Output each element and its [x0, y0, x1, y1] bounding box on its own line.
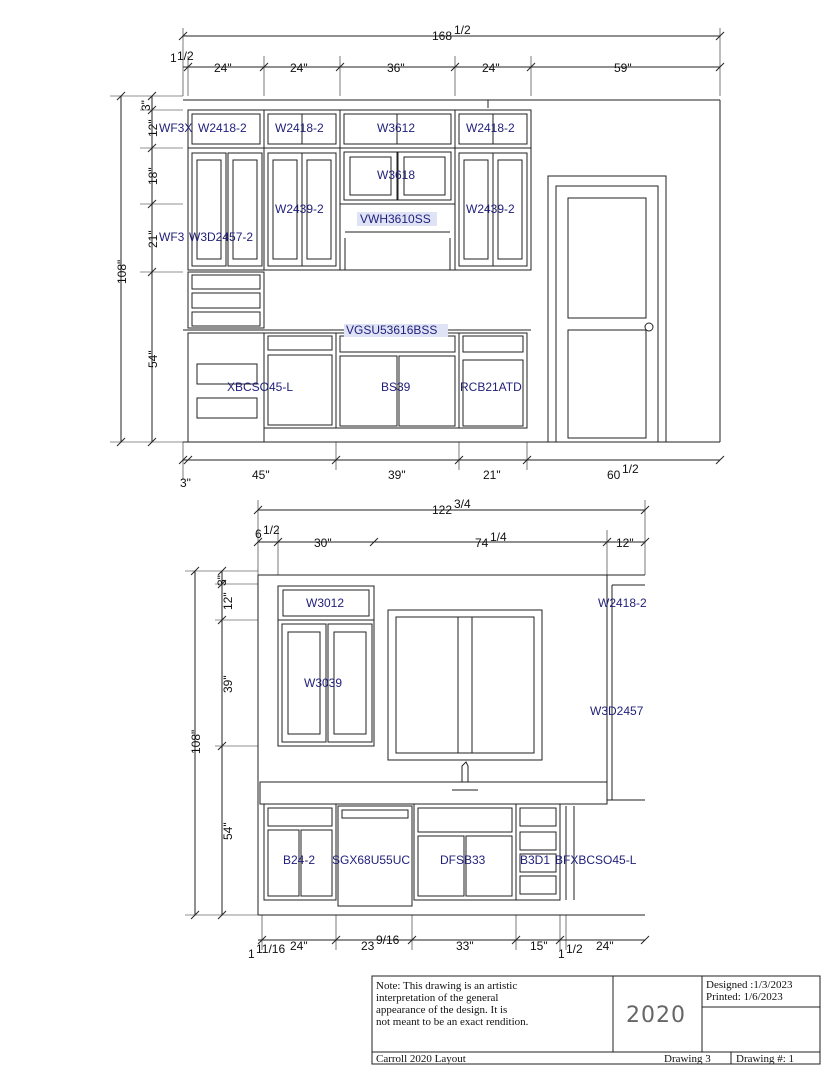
label-vwh3610ss: VWH3610SS [360, 212, 431, 226]
bottom-h-seg-1: 3" [215, 575, 229, 586]
label-w3d2457: W3D2457-2 [189, 230, 254, 244]
top-bottom-seg-4-frac: 1/2 [622, 462, 639, 476]
label-sgx68u55uc: SGX68U55UC [332, 853, 411, 867]
bottom-seg-23: 23 [361, 939, 375, 953]
top-elevation [110, 28, 724, 480]
top-bottom-seg-4: 60 [607, 468, 621, 482]
bottom-seg-2: 33" [456, 939, 474, 953]
top-bottom-small: 3" [180, 476, 191, 490]
note-line-2: interpretation of the general [376, 992, 499, 1004]
printed-date: Printed: 1/6/2023 [706, 991, 783, 1003]
bottom-overall-width: 122 [432, 503, 453, 517]
label-b3d1: B3D1 [520, 853, 551, 867]
top-h-seg-3: 18" [146, 167, 160, 185]
logo-2020: 2020 [626, 1003, 686, 1028]
bottom-h-seg-2: 12" [221, 592, 235, 610]
drawing-name: Drawing 3 [664, 1053, 711, 1065]
bottom-overall-width-frac: 3/4 [454, 497, 471, 511]
label-w2418-right-wall: W2418-2 [598, 596, 647, 610]
top-h-seg-2: 12" [146, 119, 160, 137]
note-line-3: appearance of the design. It is [376, 1004, 508, 1016]
label-rcb21atd: RCB21ATD [460, 380, 522, 394]
label-bs39: BS39 [381, 380, 411, 394]
note-line-4: not meant to be an exact rendition. [376, 1016, 529, 1028]
bottom-small-left: 1 [248, 947, 255, 961]
top-overall-width-frac: 1/2 [454, 23, 471, 37]
bottom-seg-23-frac: 9/16 [376, 933, 400, 947]
top-dimension-labels [115, 23, 639, 490]
label-bfxbcso45: BFXBCSO45-L [555, 853, 637, 867]
top-bottom-seg-1: 45" [252, 468, 270, 482]
bottom-dimension-labels [189, 497, 634, 961]
label-w3039: W3039 [304, 676, 343, 690]
bottom-top-small-frac: 1/2 [263, 523, 280, 537]
top-small-dim: 1 [170, 51, 177, 65]
top-h-seg-4: 21" [146, 230, 160, 248]
label-dfsb33: DFSB33 [440, 853, 486, 867]
bottom-elevation [185, 500, 649, 950]
top-small-dim-frac: 1/2 [177, 49, 194, 63]
label-w3012: W3012 [306, 596, 345, 610]
bottom-top-mid: 74 [475, 536, 489, 550]
label-w3618: W3618 [377, 168, 416, 182]
bottom-seg-1: 24" [290, 939, 308, 953]
designed-date: Designed :1/3/2023 [706, 979, 793, 991]
top-h-seg-5: 54" [146, 350, 160, 368]
bottom-top-seg-1: 30" [314, 536, 332, 550]
top-seg-5: 59" [614, 61, 632, 75]
bottom-small-left-frac: 11/16 [256, 942, 286, 956]
label-w2439-left: W2439-2 [275, 202, 324, 216]
label-w2439-right: W2439-2 [466, 202, 515, 216]
top-seg-3: 36" [387, 61, 405, 75]
label-xbcso45: XBCSO45-L [227, 380, 294, 394]
label-wf3x: WF3X [159, 121, 193, 135]
note-line-1: Note: This drawing is an artistic [376, 980, 518, 992]
label-w3612: W3612 [377, 121, 416, 135]
label-wf3: WF3 [159, 230, 185, 244]
top-seg-1: 24" [214, 61, 232, 75]
label-vgsu53616bss: VGSU53616BSS [346, 323, 438, 337]
label-b24: B24-2 [283, 853, 316, 867]
bottom-seg-4: 24" [596, 939, 614, 953]
bottom-top-mid-frac: 1/4 [490, 530, 507, 544]
label-w2418-left: W2418-2 [198, 121, 247, 135]
top-h-seg-1: 3" [139, 100, 153, 111]
label-w2418-mid: W2418-2 [275, 121, 324, 135]
bottom-seg-3: 15" [530, 939, 548, 953]
bottom-overall-height: 108" [189, 729, 203, 754]
top-bottom-seg-2: 39" [388, 468, 406, 482]
top-seg-4: 24" [482, 61, 500, 75]
top-cabinet-labels [159, 121, 522, 394]
top-overall-width: 168 [432, 29, 453, 43]
bottom-h-seg-3: 39" [221, 675, 235, 693]
drawing-number: Drawing #: 1 [736, 1053, 795, 1065]
project-name: Carroll 2020 Layout [376, 1053, 466, 1065]
top-overall-height: 108" [115, 259, 129, 284]
bottom-small-right-frac: 1/2 [566, 942, 583, 956]
bottom-top-small: 6 [255, 527, 262, 541]
label-w2418-right: W2418-2 [466, 121, 515, 135]
bottom-h-seg-4: 54" [221, 822, 235, 840]
top-seg-2: 24" [290, 61, 308, 75]
label-w3d2457-right: W3D2457 [590, 704, 644, 718]
top-bottom-seg-3: 21" [483, 468, 501, 482]
bottom-top-seg-2: 12" [616, 536, 634, 550]
bottom-small-right: 1 [558, 947, 565, 961]
